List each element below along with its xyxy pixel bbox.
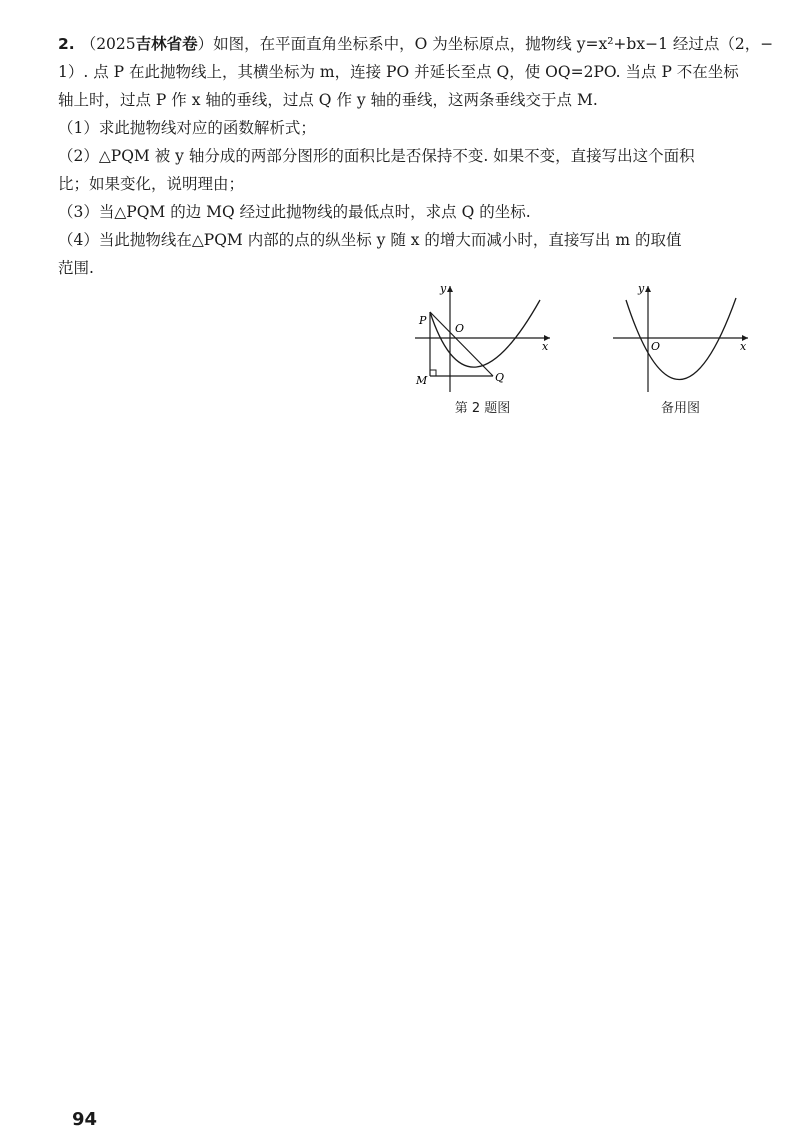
origin-label: O — [455, 322, 465, 335]
source-prefix: （2025 — [80, 35, 136, 53]
parabola-curve — [626, 298, 736, 380]
question-number: 2. — [58, 35, 75, 53]
problem-block — [58, 30, 774, 282]
sub-question-3: （3）当△PQM 的边 MQ 经过此抛物线的最低点时，求点 Q 的坐标. — [58, 203, 531, 221]
page-number: 94 — [72, 1109, 98, 1130]
y-axis-label: y — [440, 282, 447, 295]
problem-text-line: 1）. 点 P 在此抛物线上，其横坐标为 m，连接 PO 并延长至点 Q，使 OQ=2PO. 当点 P 不在坐标 — [58, 63, 739, 81]
source-name: 吉林省卷 — [135, 34, 198, 53]
sub-question-1: （1）求此抛物线对应的函数解析式； — [58, 119, 316, 137]
problem-text-line: 轴上时，过点 P 作 x 轴的垂线，过点 Q 作 y 轴的垂线，这两条垂线交于点 M. — [58, 91, 598, 109]
problem-line-1 — [58, 30, 774, 58]
problem-text-line: 如图，在平面直角坐标系中，O 为坐标原点，抛物线 y=x²+bx−1 经过点（2，− — [213, 35, 774, 53]
problem-figure — [410, 280, 555, 425]
right-angle-mark — [430, 370, 436, 376]
sub-question-2-cont: 比；如果变化，说明理由； — [58, 175, 245, 193]
sub-question-4: （4）当此抛物线在△PQM 内部的点的纵坐标 y 随 x 的增大而减小时，直接写出 m 的取值 — [58, 231, 682, 249]
parabola-curve — [430, 300, 540, 367]
figures-row — [410, 280, 760, 430]
sub-question-2: （2）△PQM 被 y 轴分成的两部分图形的面积比是否保持不变. 如果不变，直接写出这个面积 — [58, 147, 695, 165]
source-suffix: ） — [197, 35, 214, 53]
point-m-label: M — [416, 374, 428, 387]
problem-figure-graph — [410, 280, 555, 398]
y-axis-label: y — [638, 282, 645, 295]
y-axis-arrow-icon — [645, 286, 651, 292]
point-p-label: P — [419, 314, 427, 327]
x-axis-label: x — [740, 340, 747, 353]
x-axis-label: x — [542, 340, 549, 353]
backup-figure-graph — [608, 280, 753, 398]
figure-caption: 备用图 — [660, 401, 700, 416]
point-q-label: Q — [495, 371, 505, 384]
backup-figure — [608, 280, 753, 425]
sub-question-4-cont: 范围. — [58, 259, 94, 277]
origin-label: O — [651, 340, 661, 353]
figure-caption: 第 2 题图 — [454, 401, 511, 416]
y-axis-arrow-icon — [447, 286, 453, 292]
